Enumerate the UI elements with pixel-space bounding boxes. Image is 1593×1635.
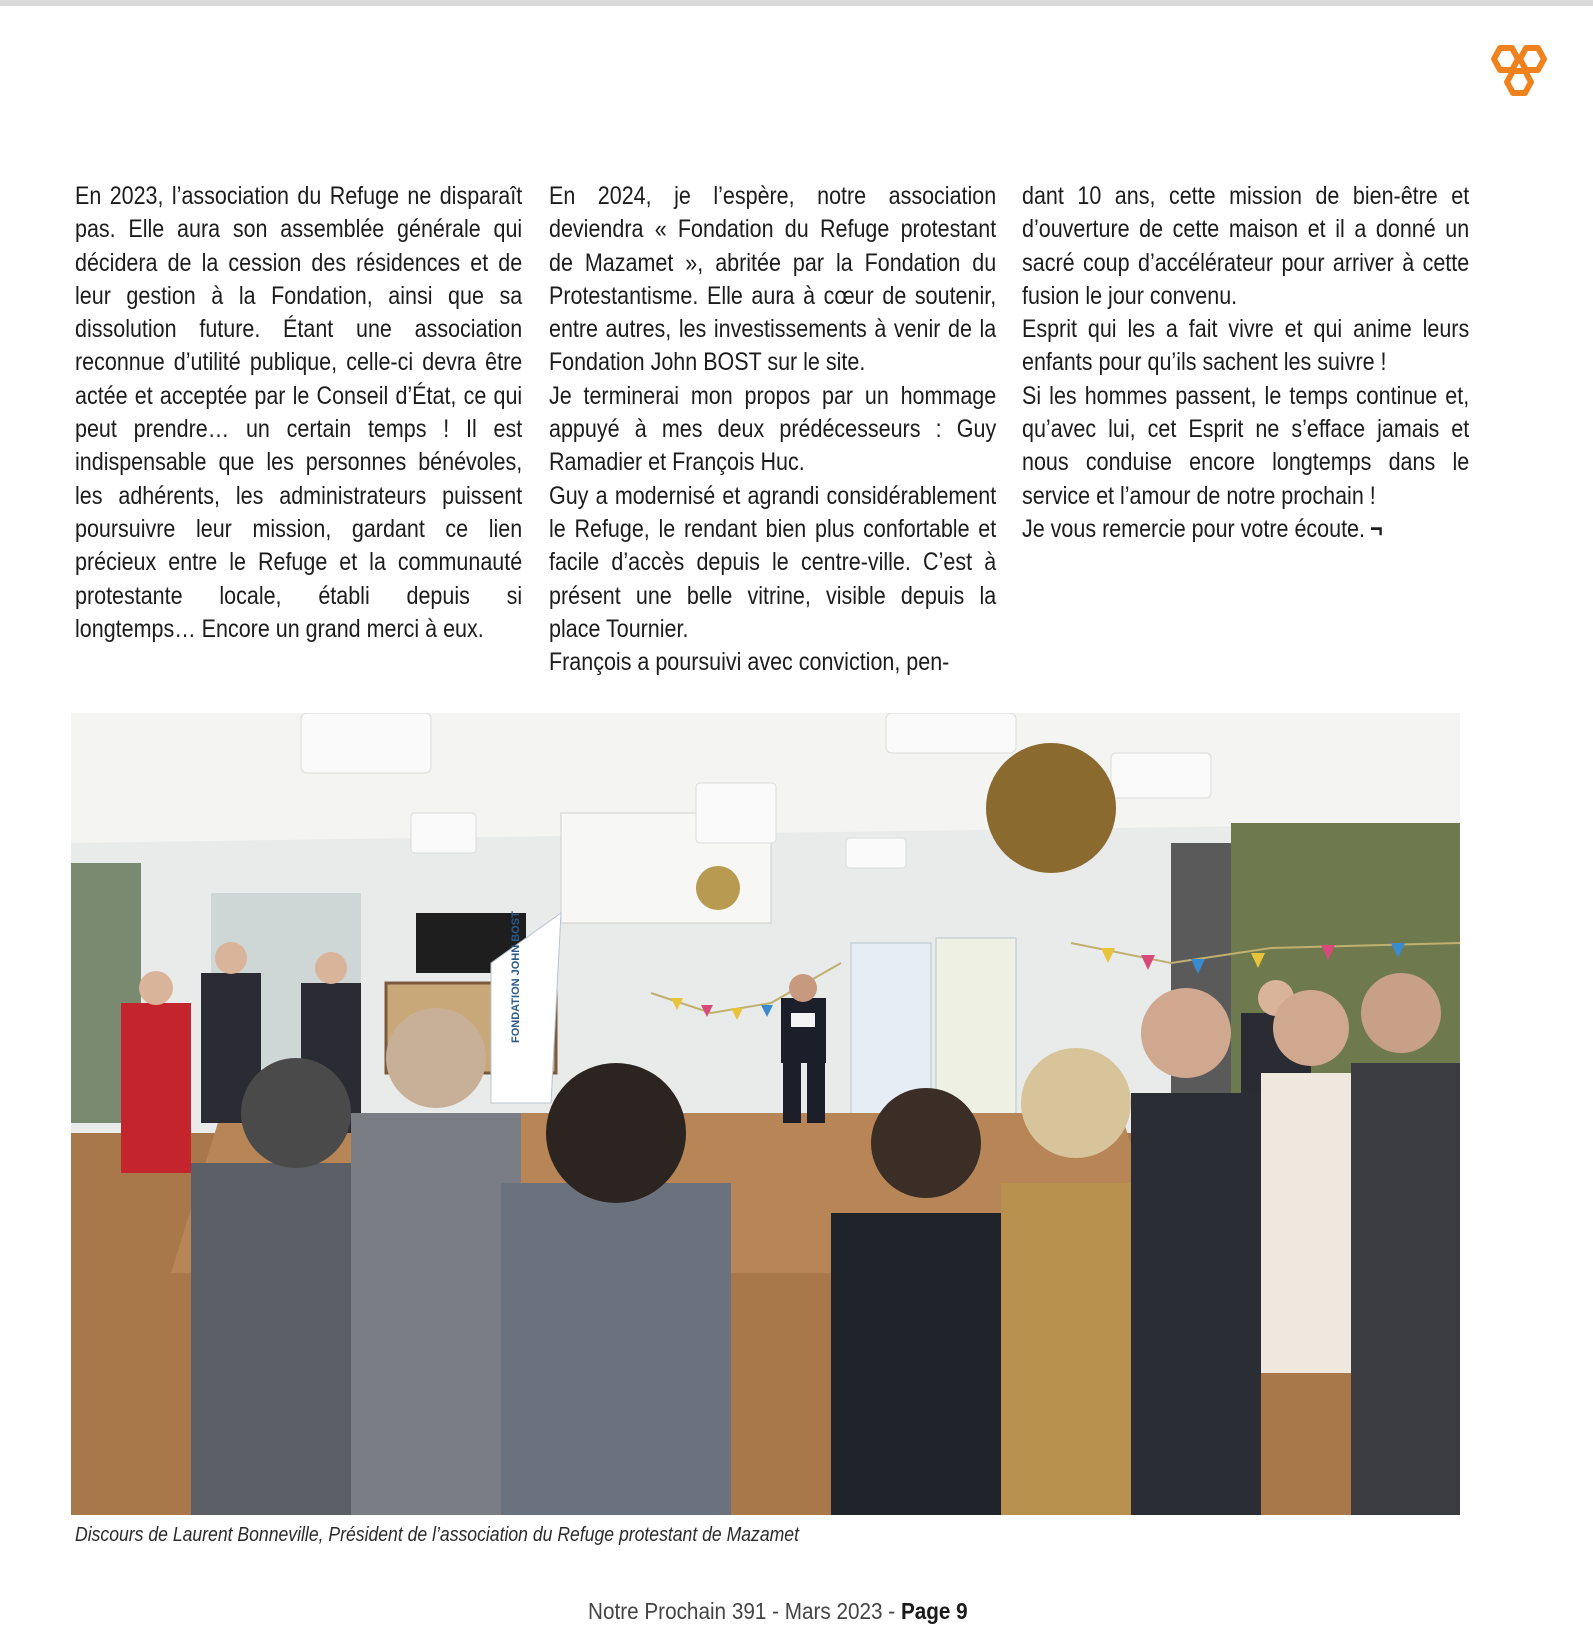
closing-line: Je vous remercie pour votre écoute. (1022, 514, 1365, 543)
page-footer (588, 1598, 968, 1625)
paragraph: En 2023, l’association du Refuge ne disparaît pas. Elle aura son assemblée générale qui décidera de la cession des résidences et de leur gestion à la Fondation, ainsi que sa dissolution future. Étant une association reconnue d’utilité publique, celle-ci devra être actée et acceptée par le Conseil d’État, ce qui peut prendre… un certain temps ! Il est indispensable que les personnes bénévoles, les adhérents, les administrateurs puissent poursuivre leur mission, gardant ce lien précieux entre le Refuge et la communauté protestante locale, établi depuis si longtemps… Encore un grand merci à eux. (75, 182, 523, 643)
page-number: Page 9 (900, 1598, 968, 1624)
photo-caption: Discours de Laurent Bonneville, Président de l’association du Refuge protestant de Mazamet (75, 1524, 799, 1546)
paragraph: Je terminerai mon propos par un hommage appuyé à mes deux prédécesseurs : Guy Ramadier et François Huc. (549, 381, 997, 477)
top-rule (0, 0, 1593, 6)
text-column-1 (75, 180, 522, 646)
footer-publication: Notre Prochain 391 - Mars 2023 - (588, 1598, 901, 1624)
paragraph: François a poursuivi avec conviction, pen- (549, 648, 950, 677)
hexagon-cluster-icon (1482, 44, 1552, 110)
paragraph: En 2024, je l’espère, notre association deviendra « Fondation du Refuge protestant de Mazamet », abritée par la Fondation du Protestantisme. Elle aura à cœur de soutenir, entre autres, les investissements à venir de la Fondation John BOST sur le site. (549, 182, 997, 377)
end-of-article-mark: ¬ (1370, 514, 1383, 543)
paragraph: Si les hommes passent, le temps continue et, qu’avec lui, cet Esprit ne s’efface jamais et nous conduise encore longtemps dans le service et l’amour de notre prochain ! (1022, 381, 1470, 510)
event-photo (71, 713, 1460, 1515)
paragraph: Esprit qui les a fait vivre et qui anime leurs enfants pour qu’ils sachent les suivre ! (1022, 315, 1470, 377)
text-column-3 (1022, 180, 1469, 546)
text-column-2 (549, 180, 996, 679)
paragraph: dant 10 ans, cette mission de bien-être et d’ouverture de cette maison et il a donné un sacré coup d’accélérateur pour arriver à cette fusion le jour convenu. (1022, 182, 1470, 310)
paragraph-last (1022, 513, 1469, 546)
banner-text: FONDATION JOHN BOST (510, 911, 522, 1043)
paragraph: Guy a modernisé et agrandi considérablement le Refuge, le rendant bien plus confortable et facile d’accès depuis le centre-ville. C’est à présent une belle vitrine, visible depuis la place Tournier. (549, 481, 997, 643)
